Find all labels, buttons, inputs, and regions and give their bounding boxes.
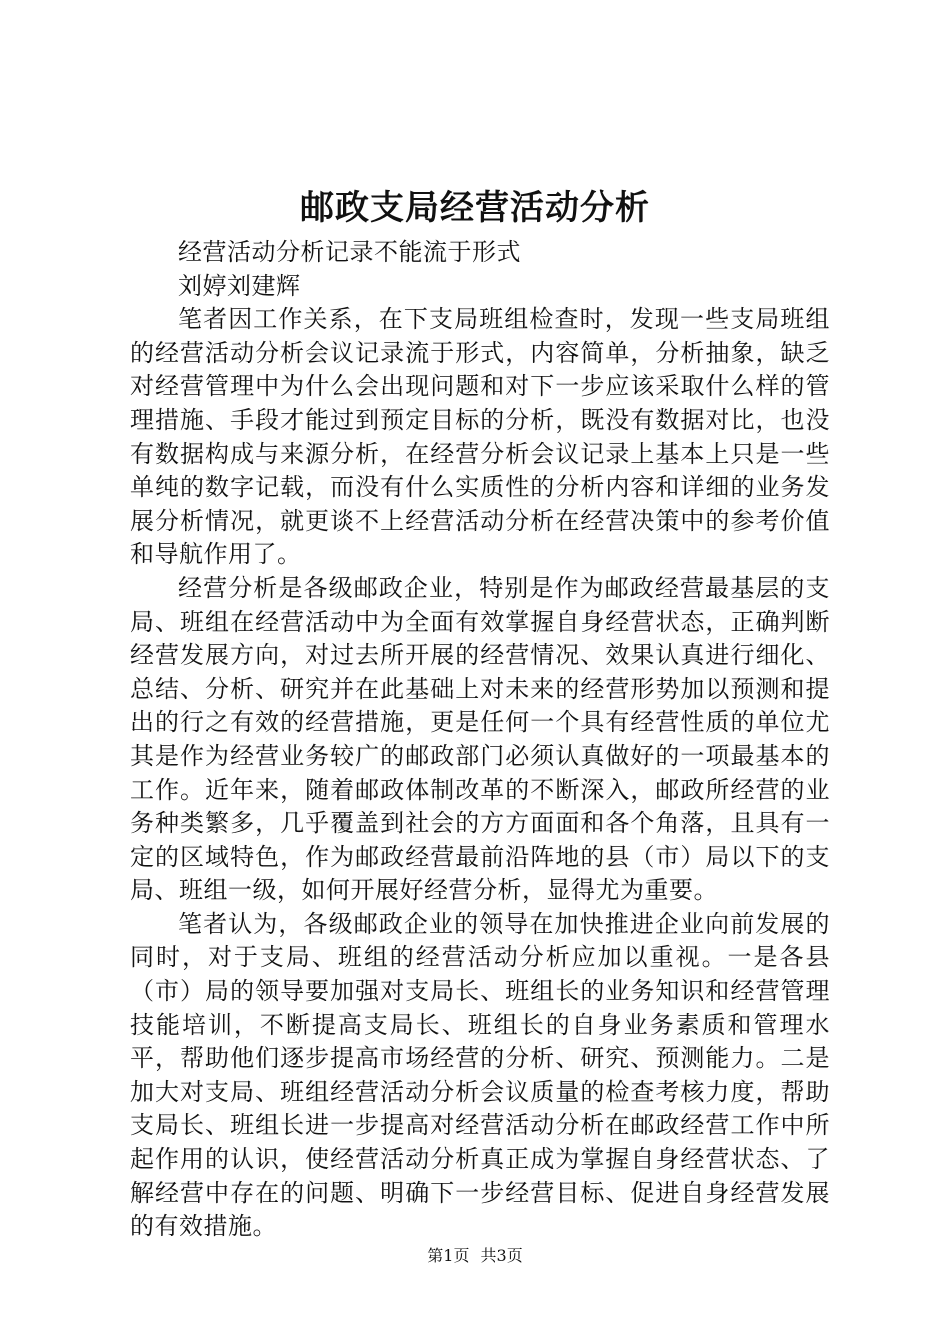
document-title: 邮政支局经营活动分析 — [300, 188, 650, 228]
body-paragraph: 笔者因工作关系，在下支局班组检查时，发现一些支局班组的经营活动分析会议记录流于形式，内容简单，分析抽象，缺乏对经营管理中为什么会出现问题和对下一步应该采取什么样的管理措施、手段才能过到预定目标的分析，既没有数据对比，也没有数据构成与来源分析，在经营分析会议记录上基本上只是一些单纯的数字记载，而没有什么实质性的分析内容和详细的业务发展分析情况，就更谈不上经营活动分析在经营决策中的参考价值和导航作用了。 — [130, 305, 830, 569]
page-footer — [0, 1244, 950, 1268]
document-body — [130, 236, 830, 1244]
body-paragraph: 笔者认为，各级邮政企业的领导在加快推进企业向前发展的同时，对于支局、班组的经营活动分析应加以重视。一是各县（市）局的领导要加强对支局长、班组长的业务知识和经营管理技能培训，不断提高支局长、班组长的自身业务素质和管理水平，帮助他们逐步提高市场经营的分析、研究、预测能力。二是加大对支局、班组经营活动分析会议质量的检查考核力度，帮助支局长、班组长进一步提高对经营活动分析在邮政经营工作中所起作用的认识，使经营活动分析真正成为掌握自身经营状态、了解经营中存在的问题、明确下一步经营目标、促进自身经营发展的有效措施。 — [130, 909, 830, 1241]
author-line: 刘婷刘建辉 — [178, 271, 301, 300]
page-total: 共3页 — [480, 1246, 523, 1265]
subtitle-paragraph: 经营活动分析记录不能流于形式 — [178, 238, 521, 266]
page-number: 第1页 — [427, 1246, 470, 1265]
body-paragraph: 经营分析是各级邮政企业，特别是作为邮政经营最基层的支局、班组在经营活动中为全面有效掌握自身经营状态，正确判断经营发展方向，对过去所开展的经营情况、效果认真进行细化、总结、分析、研究并在此基础上对未来的经营形势加以预测和提出的行之有效的经营措施，更是任何一个具有经营性质的单位尤其是作为经营业务较广的邮政部门必须认真做好的一项最基本的工作。近年来，随着邮政体制改革的不断深入，邮政所经营的业务种类繁多，几乎覆盖到社会的方方面面和各个角落，且具有一定的区域特色，作为邮政经营最前沿阵地的县（市）局以下的支局、班组一级，如何开展好经营分析，显得尤为重要。 — [130, 573, 830, 905]
